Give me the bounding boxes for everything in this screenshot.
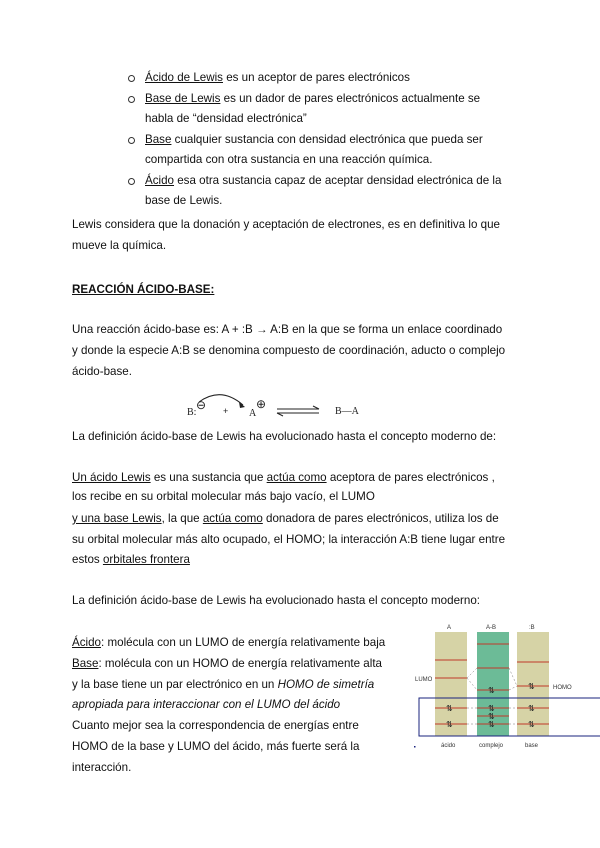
term-acido: Ácido [145,173,175,187]
list-item [145,89,525,130]
term-acido-bottom: Ácido [72,636,102,649]
bullet-circle-icon [128,137,135,144]
item-text: es un aceptor de pares electrónicos [222,71,410,84]
definition-line-2: La definición ácido-base de Lewis ha evolucionado hasta el concepto moderno: [72,594,480,607]
text-span: y la base tiene un par electrónico en un [72,678,278,691]
orbital-energy-diagram [413,620,600,752]
bullet-circle-icon [128,75,135,82]
eq-base: B: [187,407,197,418]
acid-label: ácido [441,743,456,749]
column-label-a: A [447,625,452,631]
term-base-bottom: Base [72,657,99,670]
column-label-ab: A-B [486,625,497,631]
reaction-line-2: y donde la especie A:B se denomina compuesto de coordinación, aducto o complejo [72,344,506,357]
eq-minus-charge: ⊖ [196,398,207,412]
text-span: : molécula con un HOMO de energía relativamente alta [98,657,382,670]
list-item [145,171,525,212]
modern-base-line-1 [72,512,499,526]
eq-plus-sign: + [223,406,229,416]
eq-acid: A [249,408,257,419]
bottom-acid-line [72,636,385,650]
item-text-continued: habla de “densidad electrónica” [145,112,307,125]
bottom-base-line [72,657,382,671]
svg-text:⇅: ⇅ [528,704,535,713]
term-acido-lewis: Ácido de Lewis [145,71,223,84]
modern-acid-line-1 [72,471,495,485]
definition-line: La definición ácido-base de Lewis ha evolucionado hasta el concepto moderno de: [72,430,497,443]
text-span: donadora de pares electrónicos, utiliza los de [262,512,499,525]
modern-base-line-3 [72,553,190,567]
definition-list [145,68,525,212]
bottom-line-7: interacción. [72,761,132,774]
bottom-line-6: HOMO de la base y LUMO del ácido, más fuerte será la [72,740,360,753]
svg-text:⇅: ⇅ [528,682,535,691]
svg-text:⇅: ⇅ [488,686,495,695]
term-orbitales-frontera: orbitales frontera [102,553,190,566]
bullet-circle-icon [128,96,135,103]
text-span: : molécula con un LUMO de energía relativamente baja [101,636,386,649]
item-text: cualquier sustancia con densidad electrónica que pueda ser [171,132,483,146]
svg-text:⇅: ⇅ [488,704,495,713]
svg-text:⇅: ⇅ [446,704,453,713]
arrow-head-icon [239,402,245,408]
item-text: es un dador de pares electrónicos actualmente se [220,91,481,105]
bullet-circle-icon [128,178,135,185]
item-text-continued: compartida con otra sustancia en una reacción química. [145,153,433,166]
text-span: aceptora de pares electrónicos , [326,471,495,484]
list-item [145,68,525,89]
text-span: HOMO de simetría [277,678,375,691]
complex-label: complejo [479,743,504,749]
column-label-b: :B [529,625,535,631]
eq-product: B—A [335,406,359,417]
modern-acid-line-2: los recibe en su orbital molecular más bajo vacío, el LUMO [72,490,375,503]
modern-base-line-2: su orbital molecular más alto ocupado, el HOMO; la interacción A:B tiene lugar entre [72,533,506,546]
eq-plus-charge: ⊕ [256,397,267,411]
section-heading: REACCIÓN ÁCIDO-BASE: [72,283,215,296]
term-base: Base [145,132,172,146]
item-text-continued: base de Lewis. [145,194,223,207]
svg-text:⇅: ⇅ [446,720,453,729]
term-y-una-base-lewis: y una base Lewis [72,512,162,525]
reaction-line-3: ácido-base. [72,365,132,378]
item-text: esa otra sustancia capaz de aceptar densidad electrónica de la [174,173,502,187]
text-span: es una sustancia que [150,471,267,484]
intro-line-1: Lewis considera que la donación y aceptación de electrones, es en definitiva lo que [72,218,500,231]
bottom-line-3 [72,678,374,692]
list-item [145,130,525,171]
term-actua-como: actúa como [202,512,263,525]
text-span: , la que [161,512,203,525]
bottom-line-4: apropiada para interaccionar con el LUMO del ácido [72,698,341,711]
text-span: estos [72,553,103,566]
base-label: base [525,743,539,749]
reaction-line-1: Una reacción ácido-base es: A + :B → A:B en la que se forma un enlace coordinado [72,323,503,336]
term-base-lewis: Base de Lewis [145,91,221,105]
intro-line-2: mueve la química. [72,239,167,252]
lumo-label: LUMO [415,677,433,683]
bottom-line-5: Cuanto mejor sea la correspondencia de energías entre [72,719,359,732]
svg-text:⇅: ⇅ [488,712,495,721]
svg-text:⇅: ⇅ [528,720,535,729]
term-actua-como: actúa como [266,471,327,484]
term-un-acido-lewis: Un ácido Lewis [72,471,151,484]
marker-dot [414,746,416,748]
lewis-reaction-equation [185,392,375,428]
homo-label: HOMO [553,685,572,691]
svg-text:⇅: ⇅ [488,720,495,729]
